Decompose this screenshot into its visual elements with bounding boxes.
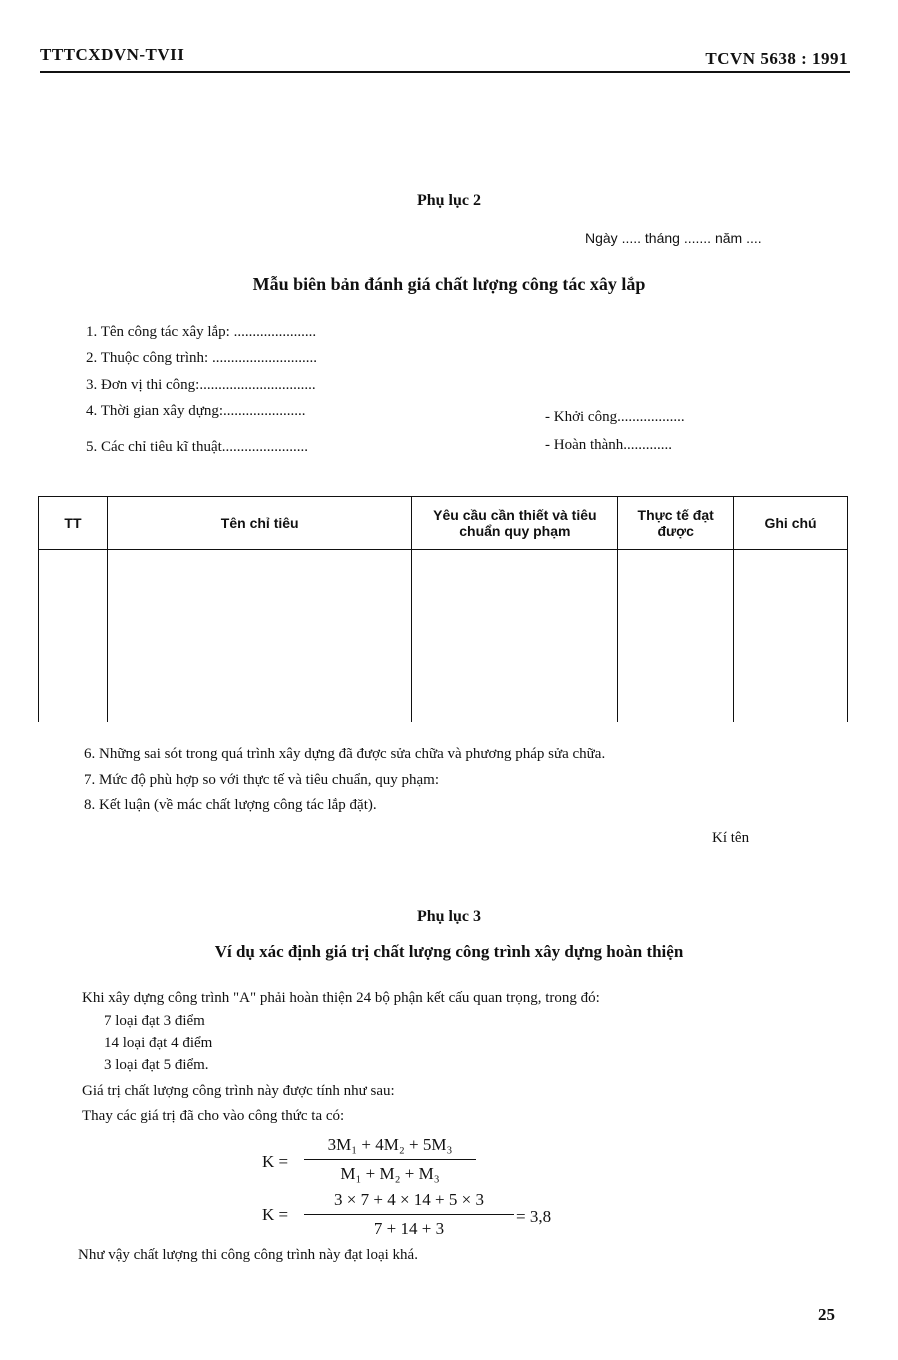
table-cell: [39, 550, 108, 723]
table-cell: [107, 550, 412, 723]
table-cell: [734, 550, 848, 723]
table-cell: [618, 550, 734, 723]
header-right: TCVN 5638 : 1991: [705, 49, 848, 68]
col-yeu-cau: Yêu cầu cần thiết và tiêu chuẩn quy phạm: [412, 497, 618, 550]
appendix3-title: Phụ lục 3: [416, 908, 481, 925]
formula1-fraction: [304, 1135, 476, 1184]
header-left: TTTCXDVN-TVII: [40, 45, 185, 64]
formula2-numerator: 3 × 7 + 4 × 14 + 5 × 3: [334, 1190, 484, 1209]
col-ghi-chu: Ghi chú: [734, 497, 848, 550]
page-number: 25: [818, 1305, 835, 1324]
evaluation-table: [38, 496, 848, 722]
conclusion-text: Như vậy chất lượng thi công công trình này đạt loại khá.: [78, 1247, 418, 1263]
table-cell: [412, 550, 618, 723]
finish-label: - Hoàn thành.............: [545, 437, 673, 453]
formula1-denominator: M₁ + M₂ + M₃: [340, 1164, 440, 1183]
table-header-row: [39, 497, 848, 550]
appendix2-title: Phụ lục 2: [416, 192, 481, 209]
formula2-denominator: 7 + 14 + 3: [373, 1219, 445, 1238]
list-item: 3 loại đạt 5 điểm.: [104, 1057, 209, 1073]
note-6: 6. Những sai sót trong quá trình xây dựng đã được sửa chữa và phương pháp sửa chữa.: [84, 746, 606, 762]
field-5: 5. Các chỉ tiêu kĩ thuật.......................: [86, 439, 309, 455]
start-label: - Khởi công..................: [545, 409, 685, 425]
col-thuc-te: Thực tế đạt được: [618, 497, 734, 550]
date-line: Ngày ..... tháng ....... năm ....: [585, 230, 762, 246]
signature-label: Kí tên: [712, 830, 750, 846]
col-ten-chi-tieu: Tên chỉ tiêu: [107, 497, 412, 550]
field-3: 3. Đơn vị thi công:...............................: [86, 377, 316, 393]
intro-text: Khi xây dựng công trình "A" phải hoàn thiện 24 bộ phận kết cấu quan trọng, trong đó:: [82, 990, 600, 1006]
list-item: 14 loại đạt 4 điểm: [104, 1035, 213, 1051]
table-row: [39, 550, 848, 723]
note-8: 8. Kết luận (về mác chất lượng công tác lắp đặt).: [84, 797, 377, 813]
note-7: 7. Mức độ phù hợp so với thực tế và tiêu chuẩn, quy phạm:: [84, 772, 439, 788]
formula2-result: = 3,8: [516, 1207, 552, 1226]
col-tt: TT: [39, 497, 108, 550]
formula2-lhs: K =: [262, 1205, 289, 1224]
formula1-numerator: 3M₁ + 4M₂ + 5M₃: [327, 1135, 453, 1154]
formula2-fraction: [304, 1190, 514, 1239]
list-item: 7 loại đạt 3 điểm: [104, 1013, 205, 1029]
subst-line: Thay các giá trị đã cho vào công thức ta có:: [82, 1108, 345, 1124]
appendix3-subtitle: Ví dụ xác định giá trị chất lượng công trình xây dựng hoàn thiện: [214, 942, 684, 961]
field-2: 2. Thuộc công trình: ............................: [86, 350, 317, 366]
field-4: 4. Thời gian xây dựng:......................: [86, 403, 306, 419]
calc-line: Giá trị chất lượng công trình này được tính như sau:: [82, 1083, 395, 1099]
header-rule: [40, 71, 850, 73]
field-1: 1. Tên công tác xây lắp: ......................: [86, 324, 317, 340]
form-title: Mẫu biên bản đánh giá chất lượng công tác xây lắp: [252, 274, 646, 294]
formula1-lhs: K =: [262, 1152, 289, 1171]
